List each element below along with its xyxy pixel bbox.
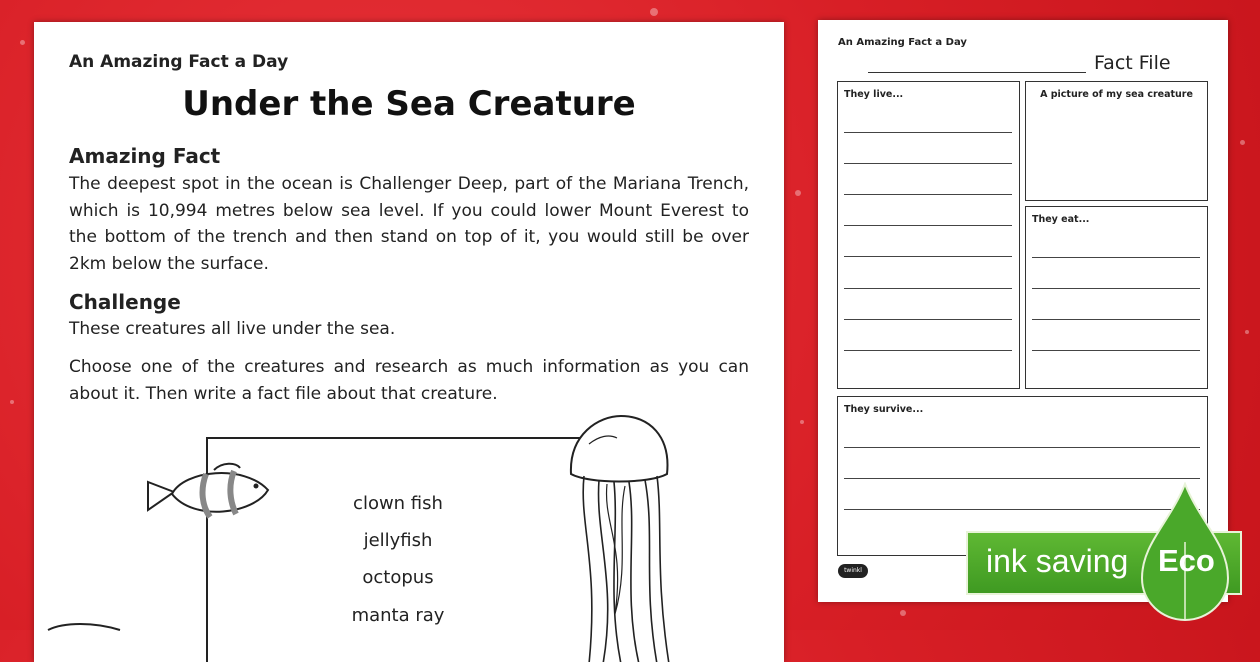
background-dot: [1240, 140, 1245, 145]
they-live-label: They live...: [844, 89, 904, 100]
fact-file-title: Fact File: [1094, 52, 1171, 74]
ink-saving-label: ink saving: [986, 543, 1129, 579]
they-live-box: [837, 81, 1020, 389]
writing-line: [844, 319, 1012, 320]
writing-line: [1032, 319, 1200, 320]
creature-word: clown fish: [353, 493, 443, 514]
manta-ray-illustration: [34, 612, 124, 642]
writing-line: [844, 163, 1012, 164]
writing-line: [844, 256, 1012, 257]
they-eat-box: [1025, 206, 1208, 389]
amazing-fact-text: The deepest spot in the ocean is Challenger Deep, part of the Mariana Trench, which is 10,994 metres below sea level. If you could lower Mount Everest to the bottom of the trench and then stand on top of it, you would still be over 2km below the surface.: [69, 174, 749, 274]
writing-line: [1032, 288, 1200, 289]
creature-word: manta ray: [351, 605, 445, 626]
eco-label: Eco: [1158, 543, 1215, 578]
background-dot: [800, 420, 804, 424]
clown-fish-illustration: [144, 462, 274, 527]
writing-line: [1032, 350, 1200, 351]
picture-label: A picture of my sea creature: [1040, 89, 1193, 100]
creature-word: octopus: [362, 567, 434, 588]
worksheet-kicker: An Amazing Fact a Day: [69, 52, 289, 72]
writing-line: [844, 132, 1012, 133]
background-dot: [1245, 330, 1249, 334]
background-dot: [795, 190, 801, 196]
they-survive-label: They survive...: [844, 404, 924, 415]
background-dot: [650, 8, 658, 16]
they-eat-label: They eat...: [1032, 214, 1090, 225]
writing-line: [1032, 257, 1200, 258]
challenge-line-1: These creatures all live under the sea.: [69, 319, 396, 339]
creature-word: jellyfish: [363, 530, 433, 551]
background-dot: [900, 610, 906, 616]
background-dot: [20, 40, 25, 45]
writing-line: [844, 478, 1200, 479]
background-dot: [10, 400, 14, 404]
fact-file-kicker: An Amazing Fact a Day: [838, 37, 967, 48]
challenge-line-2: Choose one of the creatures and research as much information as you can about it. Then write a fact file about that creature.: [69, 357, 749, 404]
writing-line: [844, 225, 1012, 226]
writing-line: [844, 350, 1012, 351]
picture-box: [1025, 81, 1208, 201]
challenge-heading: Challenge: [69, 290, 181, 314]
twinkl-logo: twinkl: [838, 564, 868, 578]
amazing-fact-heading: Amazing Fact: [69, 144, 221, 168]
jellyfish-illustration: [559, 414, 679, 662]
writing-line: [844, 194, 1012, 195]
writing-line: [844, 447, 1200, 448]
fact-file-name-line: [868, 72, 1086, 73]
worksheet-page: [34, 22, 784, 662]
writing-line: [844, 288, 1012, 289]
worksheet-title: Under the Sea Creature: [182, 84, 636, 124]
